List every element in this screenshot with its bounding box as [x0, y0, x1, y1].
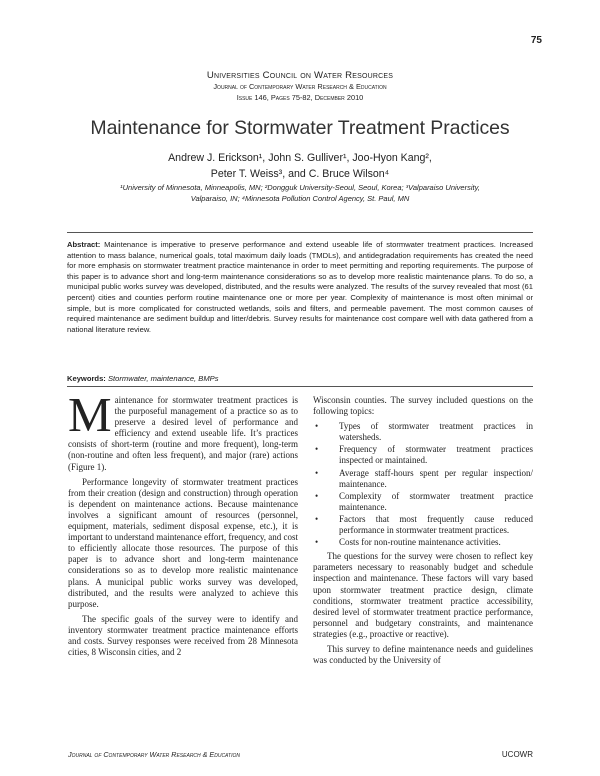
body-column-right	[313, 395, 533, 670]
council-name: Universities Council on Water Resources	[206, 70, 394, 81]
keywords	[67, 374, 533, 384]
body-paragraph: Wisconsin counties. The survey included questions on the following topics:	[313, 395, 533, 417]
bullet-icon: •	[315, 444, 319, 455]
abstract-bottom-rule	[67, 386, 533, 387]
author-list	[0, 150, 600, 182]
bullet-icon: •	[315, 421, 319, 432]
authors-line-1: Andrew J. Erickson¹, John S. Gulliver¹, Joo-Hyon Kang²,	[168, 152, 432, 164]
drop-cap: M	[68, 387, 112, 442]
bullet-icon: •	[315, 513, 319, 524]
keywords-text: Stormwater, maintenance, BMPs	[107, 374, 219, 383]
list-item: • Costs for non-routine maintenance activities.	[315, 537, 501, 548]
abstract	[67, 240, 533, 335]
abstract-top-rule	[67, 232, 533, 233]
issue-info: Issue 146, Pages 75-82, December 2010	[236, 93, 364, 102]
abstract-text: Maintenance is imperative to preserve performance and extend useable life of stormwater treatment practices. Increased attention to mass balance, numerical goals, total maximum daily loads (TMDLs), and antidegradation requirements has created the need for more emphasis on stormwater treatment practice maintenance in order to meet permitting and reporting requirements. The purpose of this paper is to advance short and long-term maintenance considerations so as to develop more realistic maintenance plans. To do so, a municipal public works survey was developed, distributed, and the results were analyzed. The results of the survey revealed that most (61 percent) cities and counties perform routine maintenance one or more per year. Complexity of maintenance is most often minimal or simple, but is more complicated for constructed wetlands, soils and filters, and permeable pavement. The most common causes of required maintenance are sediment buildup and litter/debris. Survey results for maintenance cost compare well with data gathered from a national literature review.	[67, 240, 533, 334]
body-paragraph: The specific goals of the survey were to identify and inventory stormwater treatment practice maintenance efforts and costs. Survey responses were received from 28 Minnesota cities, 8 Wisconsin cities, and 2	[68, 613, 298, 658]
abstract-label: Abstract:	[67, 240, 101, 249]
affiliations	[80, 183, 520, 204]
intro-paragraph-text: aintenance for stormwater treatment practices is the purposeful management of a practice so as to preserve a desired level of performance and efficiency and extend useable life. It’s practices consists of short-term (routine and more frequent), long-term (non-routine and often less frequent), and major (rare) actions (Figure 1).	[68, 395, 298, 472]
list-item: • Complexity of stormwater treatment practice maintenance.	[315, 490, 533, 512]
bullet-icon: •	[315, 537, 319, 548]
list-item: • Types of stormwater treatment practices in watersheds.	[315, 421, 533, 443]
body-paragraph: Performance longevity of stormwater treatment practices from their creation (design and construction) through operation is dependent on maintenance actions. Because maintenance involves a significant amount of resources (personnel, equipment, materials, sediment disposal expense, etc.), it is important to understand maintenance effort, frequency, and cost to efficiently allocate those resources. The purpose of this paper is to advance short and long-term maintenance considerations so as to develop more realistic maintenance plans. A municipal public works survey was developed, distributed, and the results were analyzed to achieve this purpose.	[68, 476, 298, 609]
journal-header	[0, 70, 600, 103]
bullet-icon: •	[315, 467, 319, 478]
affiliations-line-2: Valparaiso, IN; ⁴Minnesota Pollution Control Agency, St. Paul, MN	[190, 193, 410, 203]
paper-title: Maintenance for Stormwater Treatment Practices	[90, 117, 510, 139]
body-paragraph: This survey to define maintenance needs and guidelines was conducted by the University of	[313, 643, 533, 666]
list-item: • Frequency of stormwater treatment practices inspected or maintained.	[315, 444, 533, 466]
footer-org: UCOWR	[501, 750, 533, 759]
body-column-left	[68, 387, 298, 662]
keywords-label: Keywords:	[67, 374, 106, 383]
footer-journal-name: Journal of Contemporary Water Research & Education	[68, 750, 240, 759]
journal-name: Journal of Contemporary Water Research & Education	[213, 82, 387, 91]
survey-topics-list	[313, 421, 533, 548]
intro-paragraph	[68, 387, 298, 473]
list-item: • Factors that most frequently cause reduced performance in stormwater treatment practices.	[315, 513, 533, 536]
body-paragraph: The questions for the survey were chosen to reflect key parameters necessary to reasonably budget and schedule inspection and maintenance. These factors will vary based upon stormwater treatment practice design, climate conditions, stormwater treatment practice accessibility, desired level of stormwater treatment practice performance, personnel and budgetary constraints, and maintenance strategies (e.g., proactive or reactive).	[313, 551, 533, 639]
authors-line-2: Peter T. Weiss³, and C. Bruce Wilson⁴	[210, 168, 390, 180]
page-number: 75	[530, 35, 542, 46]
list-item: • Average staff-hours spent per regular inspection/ maintenance.	[315, 467, 533, 489]
affiliations-line-1: ¹University of Minnesota, Minneapolis, MN; ²Dongguk University-Seoul, Seoul, Korea; ³Valparaiso University,	[120, 183, 480, 192]
bullet-icon: •	[315, 490, 319, 501]
